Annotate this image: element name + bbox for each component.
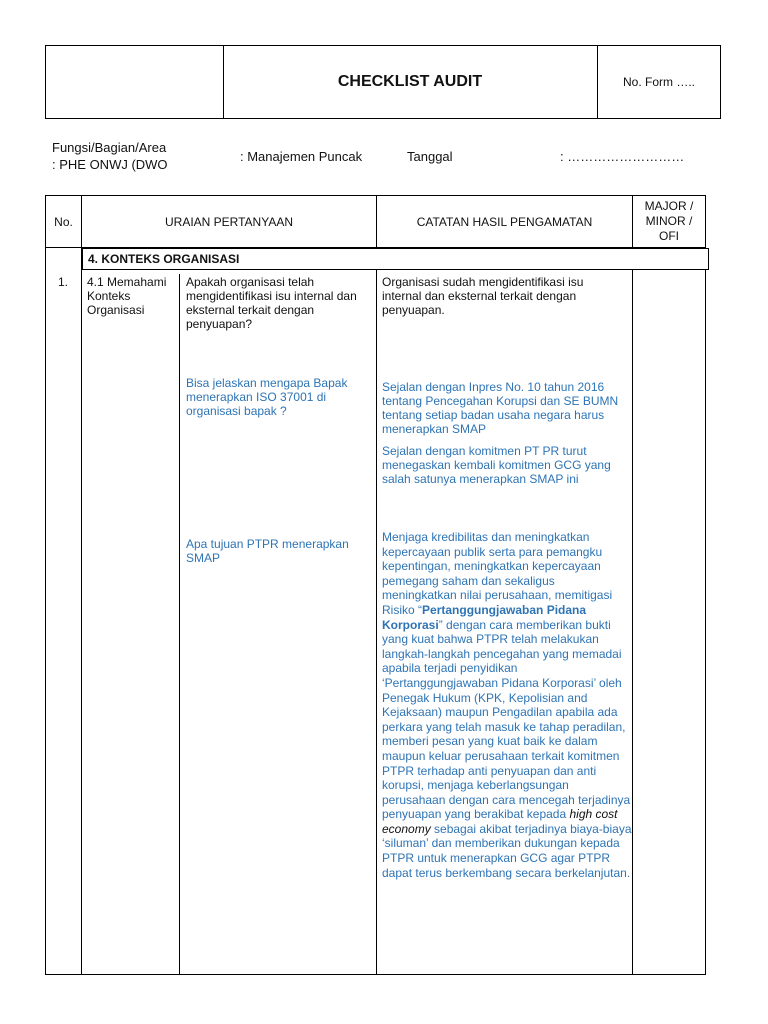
tanggal-label: Tanggal xyxy=(407,149,453,164)
col-divider xyxy=(179,274,180,974)
manajemen-value: : Manajemen Puncak xyxy=(240,149,363,164)
col-header-no: No. xyxy=(54,214,73,229)
answer-3 xyxy=(382,530,632,880)
question-3: Apa tujuan PTPR menerapkan SMAP xyxy=(186,537,349,565)
answer-2a: Sejalan dengan Inpres No. 10 tahun 2016 tentang Pencegahan Korupsi dan SE BUMN tentang setiap badan usaha negara harus menerapkan SMAP xyxy=(382,380,619,436)
col-header-catatan: CATATAN HASIL PENGAMATAN xyxy=(416,214,593,229)
fungsi-value: : PHE ONWJ (DWO xyxy=(52,157,168,172)
answer-3-text-1: Menjaga kredibilitas dan meningkatkan kepercayaan publik serta para pemangku kepentingan, meningkatkan kepercayaan pemegang saham dan sekaligus meningkatkan nilai perusahaan, memitigasi Risiko “ xyxy=(382,530,613,617)
answer-3-italic: high cost economy xyxy=(382,807,618,836)
logo-cell xyxy=(46,46,224,118)
col-divider xyxy=(632,196,633,974)
fungsi-label: Fungsi/Bagian/Area xyxy=(52,140,167,155)
clause-text: 4.1 Memahami Konteks Organisasi xyxy=(87,275,167,317)
col-header-major: MAJOR / MINOR / OFI xyxy=(644,199,694,243)
section-title: 4. KONTEKS ORGANISASI xyxy=(82,248,709,270)
col-header-uraian: URAIAN PERTANYAAN xyxy=(164,214,294,229)
audit-table xyxy=(45,195,706,975)
form-header xyxy=(45,45,721,119)
answer-3-text-2: ” dengan cara memberikan bukti yang kuat bahwa PTPR telah melakukan langkah-langkah pencegahan yang memadai apabila terjadi penyidikan ‘Pertanggungjawaban Pidana Korporasi’ oleh Penegak Hukum (KPK, Kepolisian and Kejaksaan) maupun Pengadilan apabila ada perkara yang telah masuk ke tahap peradilan, memberi pesan yang kuat baik ke dalam maupun keluar perusahaan terkait komitmen PTPR terhadap anti penyuapan dan anti korupsi, menjaga keberlangsungan perusahaan dengan cara mencegah terjadinya penyuapan yang berakibat kepada xyxy=(382,617,631,822)
col-divider xyxy=(376,196,377,974)
tanggal-value: : ……………………… xyxy=(560,149,685,164)
answer-3-text-3: sebagai akibat terjadinya biaya-biaya ‘siluman’ dan memberikan dukungan kepada PTPR untuk menerapkan GCG agar PTPR dapat terus berkembang secara berkelanjutan. xyxy=(382,821,632,880)
form-title: CHECKLIST AUDIT xyxy=(223,46,598,118)
question-2: Bisa jelaskan mengapa Bapak menerapkan ISO 37001 di organisasi bapak ? xyxy=(186,376,348,418)
row-number: 1. xyxy=(58,275,69,289)
col-divider xyxy=(81,196,82,974)
answer-3-bold: Pertanggungjawaban Pidana Korporasi xyxy=(382,602,587,632)
question-1: Apakah organisasi telah mengidentifikasi isu internal dan eksternal terkait dengan penyuapan? xyxy=(186,275,357,331)
form-number: No. Form ….. xyxy=(622,75,695,89)
answer-2b: Sejalan dengan komitmen PT PR turut menegaskan kembali komitmen GCG yang salah satunya menerapkan SMAP ini xyxy=(382,444,611,486)
answer-1: Organisasi sudah mengidentifikasi isu internal dan eksternal terkait dengan penyuapan. xyxy=(382,275,584,317)
